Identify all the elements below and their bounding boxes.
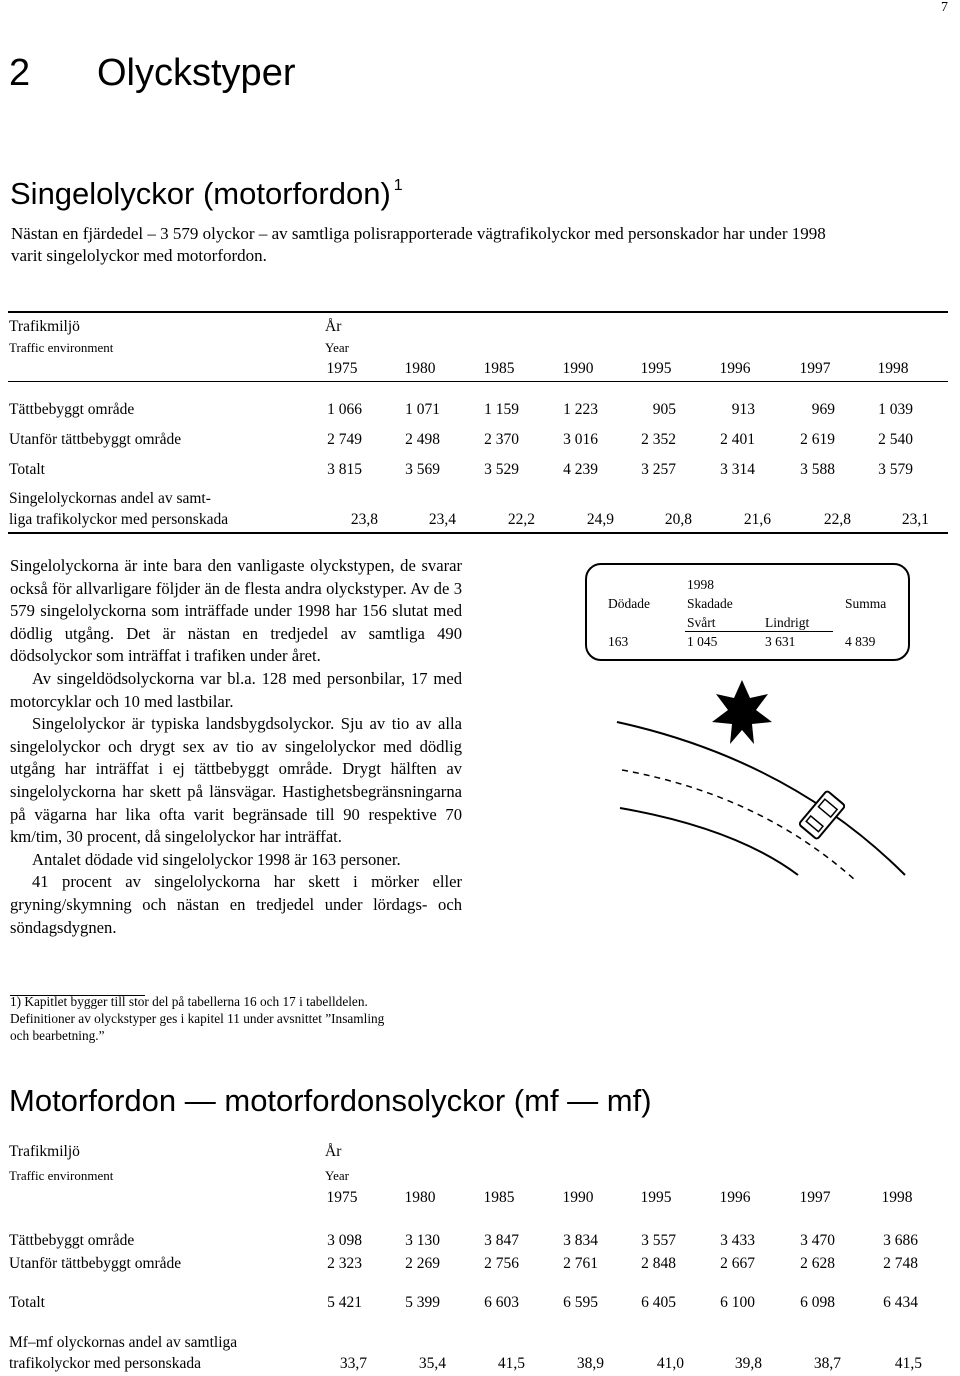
share-value: 41,5 (894, 1355, 922, 1372)
table-cell: 2 540 (878, 431, 913, 448)
row-label: Utanför tättbebyggt område (9, 431, 182, 448)
share-value: 23,1 (901, 511, 929, 528)
page-number: 7 (941, 0, 948, 15)
table-cell: 1 039 (878, 401, 913, 418)
table-cell: 3 847 (484, 1232, 519, 1249)
year-header: 1975 (326, 360, 358, 377)
year-header: 1980 (404, 360, 436, 377)
table-cell: 913 (731, 401, 755, 418)
row-label: Tättbebyggt område (9, 401, 135, 418)
share-value: 35,4 (418, 1355, 446, 1372)
share-value: 41,5 (497, 1355, 525, 1372)
box-dead-label: Dödade (608, 596, 650, 611)
year-header: 1996 (719, 360, 751, 377)
table-cell: 905 (652, 401, 676, 418)
table-cell: 1 159 (484, 401, 519, 418)
paragraph: Av singeldödsolyckorna var bl.a. 128 med personbilar, 17 med motorcyklar och 10 med lastbilar. (10, 668, 462, 711)
year-header: 1997 (799, 360, 831, 377)
footnote-line-3: och bearbetning.” (10, 1028, 105, 1043)
section2-title: Motorfordon — motorfordonsolyckor (mf — mf) (9, 1083, 652, 1118)
share-value: 22,2 (507, 511, 535, 528)
table-cell: 3 834 (563, 1232, 598, 1249)
row-label: Tättbebyggt område (9, 1232, 135, 1249)
table-cell: 3 569 (405, 461, 440, 478)
section-title (10, 176, 403, 212)
year-header: 1985 (483, 360, 515, 377)
impact-star-icon (712, 680, 772, 744)
chapter-number: 2 (9, 52, 31, 94)
share-label-line-1: Mf–mf olyckornas andel av samtliga (9, 1334, 238, 1351)
table-cell: 3 098 (327, 1232, 362, 1249)
share-value: 24,9 (586, 511, 614, 528)
table-cell: 3 686 (883, 1232, 918, 1249)
box-underline (685, 631, 833, 632)
table-cell: 6 405 (641, 1294, 676, 1311)
table-cell: 1 066 (327, 401, 362, 418)
section-title-text: Singelolyckor (motorfordon) (10, 176, 391, 211)
year-header: 1998 (881, 1189, 913, 1206)
intro-line-1: Nästan en fjärdedel – 3 579 olyckor – av samtliga polisrapporterade vägtrafikolyckor med personskador har under 1998 (11, 224, 826, 243)
header-year-sv: År (325, 1143, 342, 1160)
header-year-en: Year (325, 340, 349, 355)
table-top-rule (8, 311, 948, 313)
year-header: 1990 (562, 1189, 594, 1206)
table-cell: 2 352 (641, 431, 676, 448)
table-cell: 2 749 (327, 431, 362, 448)
table-cell: 3 314 (720, 461, 755, 478)
year-header: 1997 (799, 1189, 831, 1206)
table-cell: 3 557 (641, 1232, 676, 1249)
table-cell: 6 100 (720, 1294, 755, 1311)
table-cell: 2 667 (720, 1255, 755, 1272)
share-value: 33,7 (339, 1355, 367, 1372)
header-environment-sv: Trafikmiljö (9, 1143, 80, 1160)
paragraph: Singelolyckor är typiska landsbygdsolyckor. Sju av tio av alla singelolyckor och drygt sex av tio av singelolyckor med dödlig utgång har inträffat i ej tättbebyggt område. Drygt hälften av singelolyckorna har skett på länsvägar. Hastighetsbegränsningarna på vägarna har lika ofta varit begränsade till 90 respektive 70 km/tim, 30 procent, då singelolyckor har inträffat. (10, 714, 462, 847)
header-year-en: Year (325, 1168, 349, 1183)
row-label: Totalt (9, 1294, 45, 1311)
share-label-line-1: Singelolyckornas andel av samt- (9, 490, 211, 507)
footnote-ref: 1 (393, 177, 403, 194)
year-header: 1975 (326, 1189, 358, 1206)
table-cell: 3 588 (800, 461, 835, 478)
paragraph: Antalet dödade vid singelolyckor 1998 är 163 personer. (32, 849, 401, 869)
table-cell: 6 098 (800, 1294, 835, 1311)
box-slight-label: Lindrigt (765, 615, 810, 630)
header-environment-sv: Trafikmiljö (9, 318, 80, 335)
car-icon (799, 790, 846, 839)
table-cell: 3 529 (484, 461, 519, 478)
year-header: 1980 (404, 1189, 436, 1206)
table-cell: 2 323 (327, 1255, 362, 1272)
year-header: 1998 (877, 360, 909, 377)
table-cell: 4 239 (563, 461, 598, 478)
header-environment-en: Traffic environment (9, 1168, 114, 1183)
table-cell: 2 269 (405, 1255, 440, 1272)
header-year-sv: År (325, 318, 342, 335)
table-cell: 6 595 (563, 1294, 598, 1311)
table-cell: 2 628 (800, 1255, 835, 1272)
box-slight-value: 3 631 (765, 634, 796, 649)
table-cell: 969 (811, 401, 835, 418)
table-cell: 5 399 (405, 1294, 440, 1311)
row-label: Utanför tättbebyggt område (9, 1255, 182, 1272)
table-cell: 1 223 (563, 401, 598, 418)
table-cell: 6 603 (484, 1294, 519, 1311)
year-header: 1990 (562, 360, 594, 377)
row-label: Totalt (9, 461, 45, 478)
table-cell: 3 433 (720, 1232, 755, 1249)
table-cell: 2 498 (405, 431, 440, 448)
header-rule (8, 381, 948, 382)
share-value: 21,6 (743, 511, 771, 528)
paragraph: Singelolyckorna är inte bara den vanligaste olyckstypen, de svarar också för allvarligare följder än de flesta andra olyckstyper. Av de 3 579 singelolyckorna som inträffade under 1998 har 156 slutat med dödlig utgång. Det är nästan en tredjedel av samtliga 490 dödsolyckor som inträffat i trafiken under året. (10, 556, 462, 666)
share-value: 39,8 (734, 1355, 762, 1372)
share-value: 20,8 (664, 511, 692, 528)
table-cell: 3 815 (327, 461, 362, 478)
footnote-line-1: 1) Kapitlet bygger till stor del på tabellerna 16 och 17 i tabelldelen. (10, 994, 368, 1009)
box-sum-label: Summa (845, 596, 887, 611)
road-edge-inner (620, 808, 798, 875)
body-text (10, 555, 462, 939)
chapter-title: Olyckstyper (97, 52, 296, 94)
paragraph: 41 procent av singelolyckorna har skett i mörker eller gryning/skymning och nästan en tredjedel under lördags- och söndagsdygnen. (10, 872, 462, 937)
table-cell: 2 370 (484, 431, 519, 448)
table-cell: 1 071 (405, 401, 440, 418)
table-cell: 2 761 (563, 1255, 598, 1272)
box-year: 1998 (687, 577, 714, 592)
casualty-summary-box (585, 563, 910, 661)
box-dead-value: 163 (608, 634, 629, 649)
header-environment-en: Traffic environment (9, 340, 114, 355)
share-label-line-2: trafikolyckor med personskada (9, 1355, 201, 1372)
share-value: 23,8 (350, 511, 378, 528)
table-cell: 3 470 (800, 1232, 835, 1249)
box-severe-value: 1 045 (687, 634, 718, 649)
year-header: 1995 (640, 360, 672, 377)
intro-line-2: varit singelolyckor med motorfordon. (11, 246, 267, 265)
box-sum-value: 4 839 (845, 634, 876, 649)
share-value: 41,0 (656, 1355, 684, 1372)
table-cell: 2 756 (484, 1255, 519, 1272)
year-header: 1985 (483, 1189, 515, 1206)
share-value: 22,8 (823, 511, 851, 528)
table-cell: 2 748 (883, 1255, 918, 1272)
table-cell: 2 401 (720, 431, 755, 448)
table-cell: 3 016 (563, 431, 598, 448)
share-value: 23,4 (428, 511, 456, 528)
box-injured-label: Skadade (687, 596, 733, 611)
table-cell: 2 848 (641, 1255, 676, 1272)
share-value: 38,9 (576, 1355, 604, 1372)
footnote-line-2: Definitioner av olyckstyper ges i kapitel 11 under avsnittet ”Insamling (10, 1011, 385, 1026)
single-vehicle-crash-illustration (560, 670, 920, 890)
share-value: 38,7 (813, 1355, 841, 1372)
box-severe-label: Svårt (687, 615, 716, 630)
share-label-line-2: liga trafikolyckor med personskada (9, 511, 229, 528)
table-cell: 2 619 (800, 431, 835, 448)
table-cell: 6 434 (883, 1294, 918, 1311)
year-header: 1996 (719, 1189, 751, 1206)
table-cell: 3 579 (878, 461, 913, 478)
table-bottom-rule (8, 532, 948, 534)
table-cell: 5 421 (327, 1294, 362, 1311)
year-header: 1995 (640, 1189, 672, 1206)
table-cell: 3 130 (405, 1232, 440, 1249)
table-cell: 3 257 (641, 461, 676, 478)
